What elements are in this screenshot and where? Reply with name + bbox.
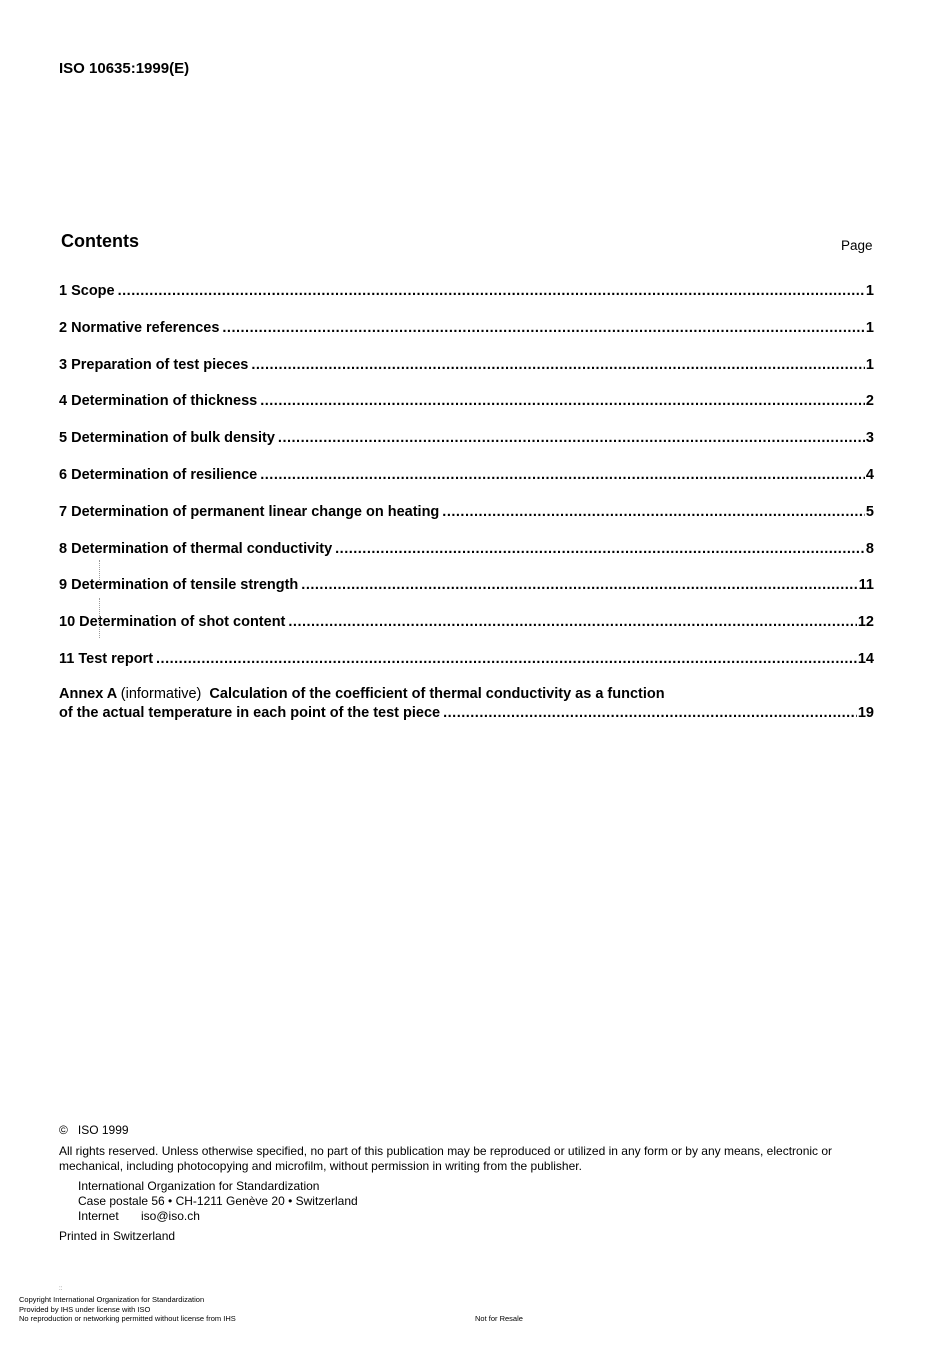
internet-email[interactable]: iso@iso.ch bbox=[141, 1209, 200, 1223]
not-for-resale: Not for Resale bbox=[475, 1314, 523, 1323]
toc-entry-linear-change[interactable] bbox=[59, 504, 874, 541]
toc-entry-shot-content[interactable] bbox=[59, 614, 874, 651]
document-id: ISO 10635:1999(E) bbox=[59, 60, 190, 77]
footer-line-copyright: Copyright International Organization for Standardization bbox=[19, 1295, 205, 1304]
table-of-contents bbox=[59, 283, 874, 688]
copyright-line bbox=[59, 1123, 874, 1138]
toc-entry-page: 12 bbox=[857, 614, 874, 631]
org-internet bbox=[78, 1209, 874, 1224]
annex-heading-line bbox=[59, 686, 874, 705]
toc-entry-page: 1 bbox=[865, 356, 874, 373]
toc-entry-title: 10 Determination of shot content bbox=[59, 614, 286, 631]
annex-label: Annex A bbox=[59, 686, 117, 702]
org-name: International Organization for Standardization bbox=[78, 1179, 320, 1193]
toc-entry-title: 1 Scope bbox=[59, 283, 115, 299]
toc-entry-page: 14 bbox=[857, 650, 874, 667]
footer-line-no-reproduction: No reproduction or networking permitted without license from IHS bbox=[19, 1314, 236, 1323]
toc-entry-title: 3 Preparation of test pieces bbox=[59, 356, 249, 373]
toc-leader-dots bbox=[288, 614, 856, 630]
toc-entry-title: 9 Determination of tensile strength bbox=[59, 577, 299, 594]
rights-statement: All rights reserved. Unless otherwise specified, no part of this publication may be reproduced or utilized in any form or by any means, electronic or mechanical, including photocopying and microfilm, without permission in writing from the publisher. bbox=[59, 1144, 833, 1173]
toc-leader-dots bbox=[260, 393, 865, 409]
toc-entry-title: 11 Test report bbox=[59, 650, 154, 667]
toc-entry-title: 8 Determination of thermal conductivity bbox=[59, 540, 333, 557]
annex-title-line2: of the actual temperature in each point of the test piece bbox=[59, 705, 441, 721]
annex-page: 19 bbox=[857, 705, 874, 721]
toc-entry-title: 6 Determination of resilience bbox=[59, 466, 258, 483]
toc-leader-dots bbox=[251, 357, 865, 373]
toc-entry-title: 7 Determination of permanent linear change on heating bbox=[59, 503, 440, 520]
org-address: Case postale 56 • CH-1211 Genève 20 • Switzerland bbox=[78, 1194, 358, 1208]
toc-leader-dots bbox=[442, 504, 865, 520]
internet-label: Internet bbox=[78, 1209, 119, 1223]
toc-entry-scope[interactable] bbox=[59, 283, 874, 320]
toc-entry-annex-a[interactable] bbox=[59, 686, 874, 724]
footer-mark: :: bbox=[59, 1286, 63, 1292]
publisher-address bbox=[59, 1179, 874, 1224]
page-column-label: Page bbox=[841, 238, 873, 253]
toc-entry-title: 4 Determination of thickness bbox=[59, 393, 258, 410]
toc-entry-page: 1 bbox=[865, 283, 874, 299]
toc-entry-preparation[interactable] bbox=[59, 357, 874, 394]
toc-entry-page: 3 bbox=[865, 430, 874, 447]
contents-title: Contents bbox=[61, 231, 139, 251]
annex-title-line1: Calculation of the coefficient of thermal conductivity as a function bbox=[209, 686, 665, 702]
scan-artifact-mark bbox=[99, 560, 100, 582]
toc-entry-page: 1 bbox=[865, 319, 874, 336]
toc-entry-normative-references[interactable] bbox=[59, 320, 874, 357]
toc-entry-thickness[interactable] bbox=[59, 393, 874, 430]
license-footer bbox=[19, 1295, 236, 1324]
toc-entry-page: 2 bbox=[865, 393, 874, 410]
toc-entry-tensile-strength[interactable] bbox=[59, 577, 874, 614]
toc-entry-page: 4 bbox=[865, 466, 874, 483]
toc-entry-test-report[interactable] bbox=[59, 651, 874, 688]
annex-continuation-line bbox=[59, 705, 874, 724]
copyright-block bbox=[59, 1123, 874, 1244]
toc-entry-thermal-conductivity[interactable] bbox=[59, 541, 874, 578]
toc-leader-dots bbox=[222, 320, 865, 336]
toc-entry-title: 5 Determination of bulk density bbox=[59, 430, 275, 447]
scan-artifact-mark bbox=[99, 598, 100, 638]
toc-leader-dots bbox=[260, 467, 865, 483]
toc-leader-dots bbox=[156, 651, 857, 667]
annex-type: (informative) bbox=[120, 686, 202, 702]
toc-entry-bulk-density[interactable] bbox=[59, 430, 874, 467]
toc-leader-dots bbox=[335, 541, 865, 557]
printed-in: Printed in Switzerland bbox=[59, 1229, 176, 1243]
footer-line-provided: Provided by IHS under license with ISO bbox=[19, 1304, 151, 1314]
toc-leader-dots bbox=[118, 283, 865, 299]
copyright-year: ISO 1999 bbox=[77, 1123, 129, 1137]
toc-entry-page: 5 bbox=[865, 503, 874, 520]
toc-leader-dots bbox=[443, 705, 857, 721]
toc-entry-resilience[interactable] bbox=[59, 467, 874, 504]
toc-leader-dots bbox=[301, 577, 857, 593]
toc-leader-dots bbox=[278, 430, 865, 446]
toc-entry-page: 8 bbox=[865, 540, 874, 557]
toc-entry-title: 2 Normative references bbox=[59, 319, 220, 336]
toc-entry-page: 11 bbox=[858, 577, 874, 594]
copyright-symbol: © bbox=[59, 1123, 68, 1137]
